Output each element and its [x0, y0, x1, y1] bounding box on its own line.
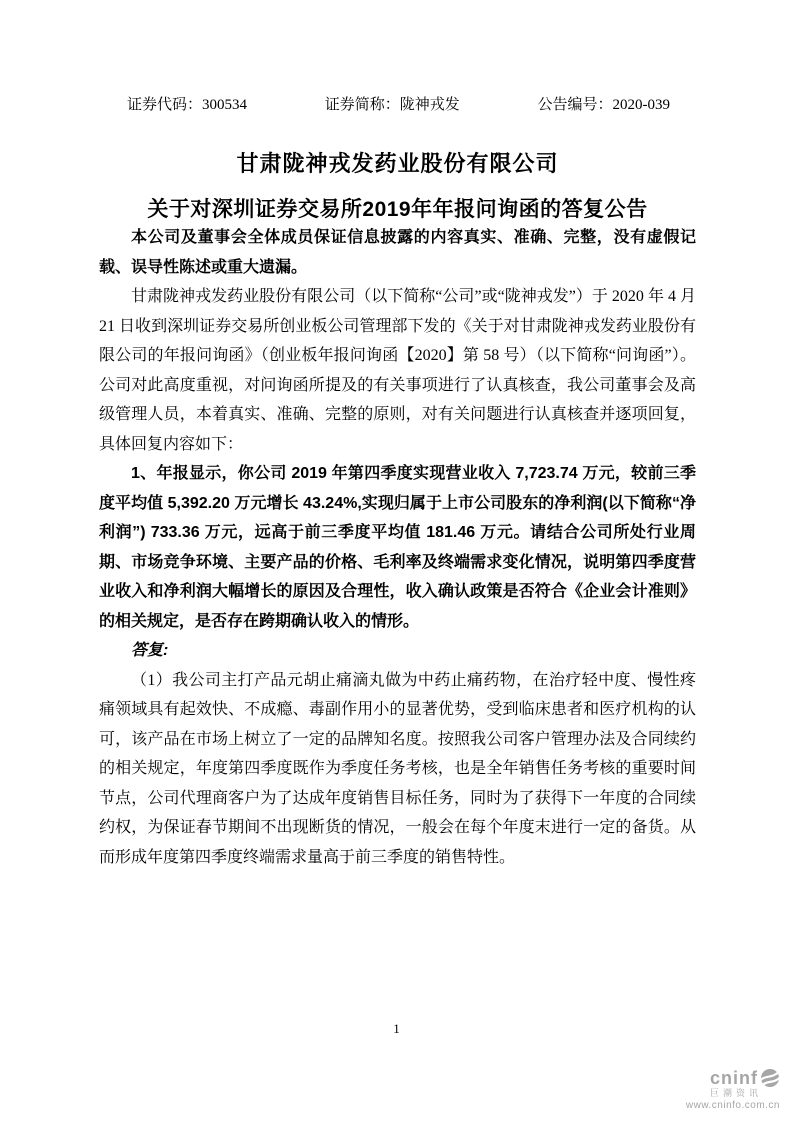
cninfo-swirl-icon: [760, 1068, 780, 1088]
page-number: 1: [393, 1021, 400, 1036]
reply-label: 答复:: [131, 642, 169, 659]
securities-header: [99, 95, 696, 115]
cninfo-url: www.cninfo.com.cn: [685, 1100, 780, 1111]
cninfo-brand-row: [686, 1068, 780, 1088]
announcement-document: [99, 0, 696, 872]
stock-code: 证券代码：300534: [127, 97, 248, 113]
announcement-title: 关于对深圳证券交易所2019年年报问询函的答复公告: [147, 198, 648, 221]
board-statement: 本公司及董事会全体成员保证信息披露的内容真实、准确、完整，没有虚假记载、误导性陈述或重大遗漏。: [99, 229, 696, 276]
stock-name: 证券简称：陇神戎发: [324, 97, 460, 113]
reply-1-paragraph: （1）我公司主打产品元胡止痛滴丸做为中药止痛药物，在治疗轻中度、慢性疼痛领域具有起效快、不成瘾、毒副作用小的显著优势，受到临床患者和医疗机构的认可，该产品在市场上树立了一定的品牌知名度。按照我公司客户管理办法及合同续约的相关规定，年度第四季度既作为季度任务考核，也是全年销售任务考核的重要时间节点，公司代理商客户为了达成年度销售目标任务，同时为了获得下一年度的合同续约权，为保证春节期间不出现断货的情况，一般会在每个年度末进行一定的备货。从而形成年度第四季度终端需求量高于前三季度的销售特性。: [99, 671, 696, 866]
company-title: 甘肃陇神戎发药业股份有限公司: [236, 151, 559, 176]
question-1-paragraph: 1、年报显示，你公司 2019 年第四季度实现营业收入 7,723.74 万元，较前三季度平均值 5,392.20 万元增长 43.24%,实现归属于上市公司股东的净利润(以下简称“净利润”) 733.36 万元，远高于前三季度平均值 181.46 万元。请结合公司所处行业周期、市场竞争环境、主要产品的价格、毛利率及终端需求变化情况，说明第四季度营业收入和净利润大幅增长的原因及合理性，收入确认政策是否符合《企业会计准则》的相关规定，是否存在跨期确认收入的情形。: [99, 465, 696, 630]
cninfo-brand-chinese: 巨潮资讯: [709, 1088, 762, 1098]
intro-paragraph: 甘肃陇神戎发药业股份有限公司（以下简称“公司”或“陇神戎发”）于 2020 年 4 月 21 日收到深圳证券交易所创业板公司管理部下发的《关于对甘肃陇神戎发药业股份有限公司的年报问询函》（创业板年报问询函【2020】第 58 号）（以下简称“问询函”）。公司对此高度重视，对问询函所提及的有关事项进行了认真核查，我公司董事会及高级管理人员，本着真实、准确、完整的原则，对有关问题进行认真核查并逐项回复，具体回复内容如下：: [99, 288, 696, 453]
cninfo-brand-text: cninf: [710, 1067, 758, 1088]
cninfo-logo: [686, 1068, 780, 1112]
announcement-number: 公告编号：2020-039: [537, 97, 670, 113]
